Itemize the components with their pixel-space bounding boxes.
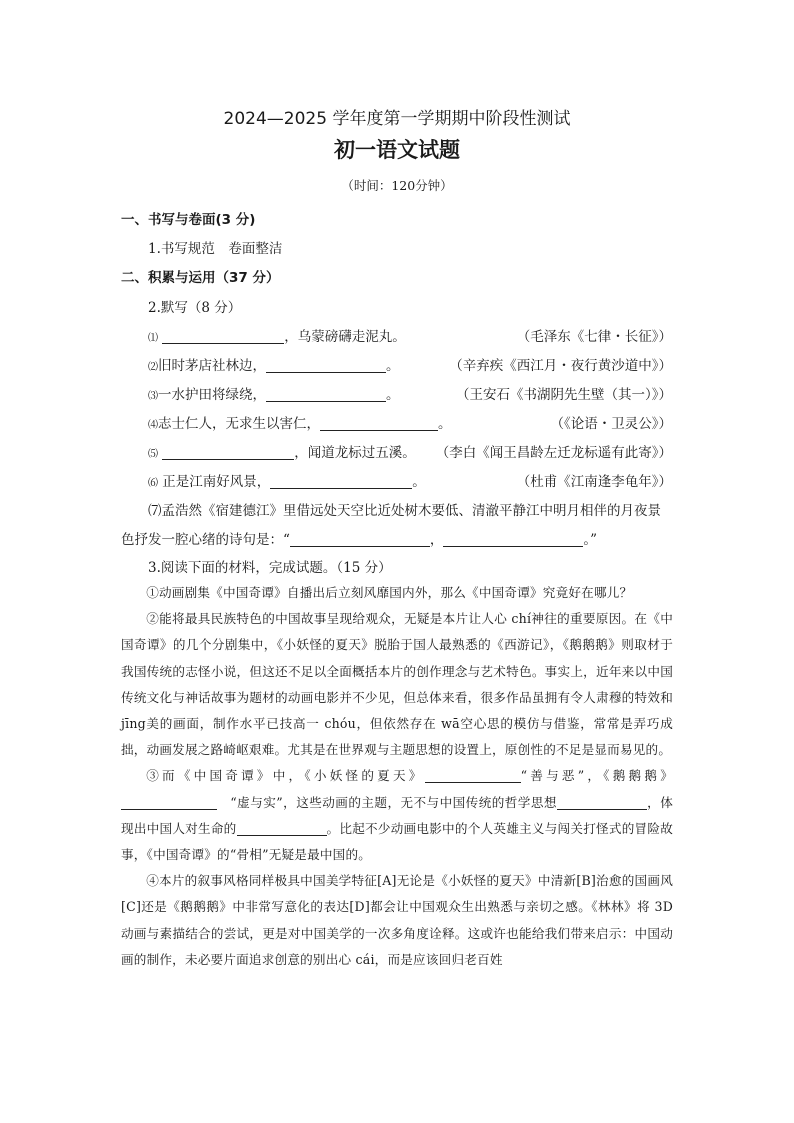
paragraph-3 (121, 763, 673, 868)
answer-blank[interactable] (557, 795, 647, 810)
line-text: 色抒发一腔心绪的诗句是：“ (121, 532, 290, 548)
paragraph-4: ④本片的叙事风格同样极具中国美学特征[A]无论是《小妖怪的夏天》中清新[B]治愈的国画风[C]还是《鹅鹅鹅》中非常写意化的表达[D]都会让中国观众生出熟悉与亲切之感。《林林》将 3D动画与素描结合的尝试，更是对中国美学的一次多角度诠释。这或许也能给我们带来启示：中国动画的制作，未必要片面追求创意的别出心 cái，而是应该回归老百姓 (121, 873, 673, 967)
dictation-line-3 (148, 383, 672, 403)
line-number: ⑹ (148, 478, 158, 489)
line-text: ，乌蒙磅礴走泥丸。 (284, 329, 406, 345)
line-end: 。” (583, 532, 598, 548)
line-text: 正是江南好风景， (162, 474, 271, 490)
question-2-title: 2.默写（8 分） (148, 300, 242, 316)
dictation-line-5 (148, 441, 672, 461)
exam-time: （时间：120分钟） (341, 178, 453, 193)
line-text: ，闻道龙标过五溪。 (294, 445, 416, 461)
section2-heading: 二、积累与运用（37 分） (121, 270, 280, 286)
answer-blank[interactable] (290, 532, 430, 547)
p3-text-e: 。比起不少动画电影中的个人英雄主义与闯关打怪式的冒险故事，《中国奇谭》的“骨相”无疑是最中国的。 (121, 820, 673, 863)
answer-blank[interactable] (443, 532, 583, 547)
p3-text-a: ③而《中国奇谭》中，《小妖怪的夏天》 (146, 768, 425, 784)
dictation-line-7b (121, 528, 597, 548)
dictation-line-2 (148, 354, 672, 374)
line-text: 旧时茅店社林边， (158, 358, 266, 374)
answer-blank[interactable] (237, 821, 327, 836)
subject-title: 初一语文试题 (334, 138, 460, 162)
answer-blank[interactable] (266, 358, 386, 373)
line-text: 一水护田将绿绕， (158, 387, 266, 403)
line-number: ⑸ (148, 449, 158, 460)
exam-title: 2024—2025 学年度第一学期期中阶段性测试 (223, 109, 571, 129)
dictation-line-4 (148, 412, 672, 432)
line-source: （《论语・卫灵公》） (550, 416, 672, 432)
line-number: ⑵ (148, 362, 158, 373)
answer-blank[interactable] (121, 795, 217, 810)
p3-text-d: ，体现出中国人对生命的 (121, 794, 673, 836)
p3-text-c: “虚与实”，这些动画的主题，无不与中国传统的哲学思想 (230, 794, 557, 810)
line-text-end: 。 (386, 358, 400, 374)
line-source: （李白《闻王昌龄左迁龙标遥有此寄》） (435, 445, 672, 461)
line-text-end: 。 (386, 387, 400, 403)
question-3-title: 3.阅读下面的材料，完成试题。（15 分） (148, 560, 392, 576)
line-text: 志士仁人，无求生以害仁， (158, 416, 320, 432)
section1-item: 1.书写规范 卷面整洁 (148, 241, 283, 257)
line-number: ⑶ (148, 391, 158, 402)
line-source: （杜甫《江南逢李龟年》） (516, 474, 672, 490)
answer-blank[interactable] (425, 768, 521, 783)
line-sep: ， (429, 532, 444, 548)
line-source: （辛弃疾《西江月・夜行黄沙道中》） (449, 358, 672, 374)
line-number: ⑴ (148, 333, 158, 344)
answer-blank[interactable] (270, 474, 412, 489)
dictation-line-6 (148, 470, 672, 490)
dictation-line-7a: ⑺孟浩然《宿建德江》里借远处天空比近处树木要低、清澈平静江中明月相伴的月夜景 (148, 503, 661, 519)
answer-blank[interactable] (320, 416, 438, 431)
answer-blank[interactable] (266, 387, 386, 402)
line-source: （王安石《书湖阴先生壁（其一）》） (456, 387, 672, 403)
answer-blank[interactable] (162, 445, 294, 460)
paragraph-2: ②能将最具民族特色的中国故事呈现给观众，无疑是本片让人心 chí神往的重要原因。在《中国奇谭》的几个分剧集中，《小妖怪的夏天》脱胎于国人最熟悉的《西游记》，《鹅鹅鹅》则取材于我国传统的志怪小说，但这还不足以全面概括本片的创作理念与艺术特色。事实上，近年来以中国传统文化与神话故事为题材的动画电影并不少见，但总体来看，很多作品虽拥有令人肃穆的特效和 jīng美的画面，制作水平已技高一 chóu，但依然存在 wā空心思的模仿与借鉴，常常是弄巧成拙，动画发展之路崎岖艰难。尤其是在世界观与主题思想的设置上，原创性的不足是显而易见的。 (121, 611, 673, 758)
line-source: （毛泽东《七律・长征》） (516, 329, 672, 345)
line-text-end: 。 (412, 474, 426, 490)
paragraph-1: ①动画剧集《中国奇谭》自播出后立刻风靡国内外，那么《中国奇谭》究竟好在哪儿？ (146, 585, 633, 600)
section1-heading: 一、书写与卷面(3 分) (121, 212, 256, 228)
p3-text-b: “善与恶”，《鹅鹅鹅》 (520, 768, 673, 784)
dictation-line-1 (148, 325, 672, 345)
reading-passage (121, 580, 673, 973)
answer-blank[interactable] (162, 329, 284, 344)
line-text-end: 。 (438, 416, 452, 432)
line-number: ⑷ (148, 420, 158, 431)
